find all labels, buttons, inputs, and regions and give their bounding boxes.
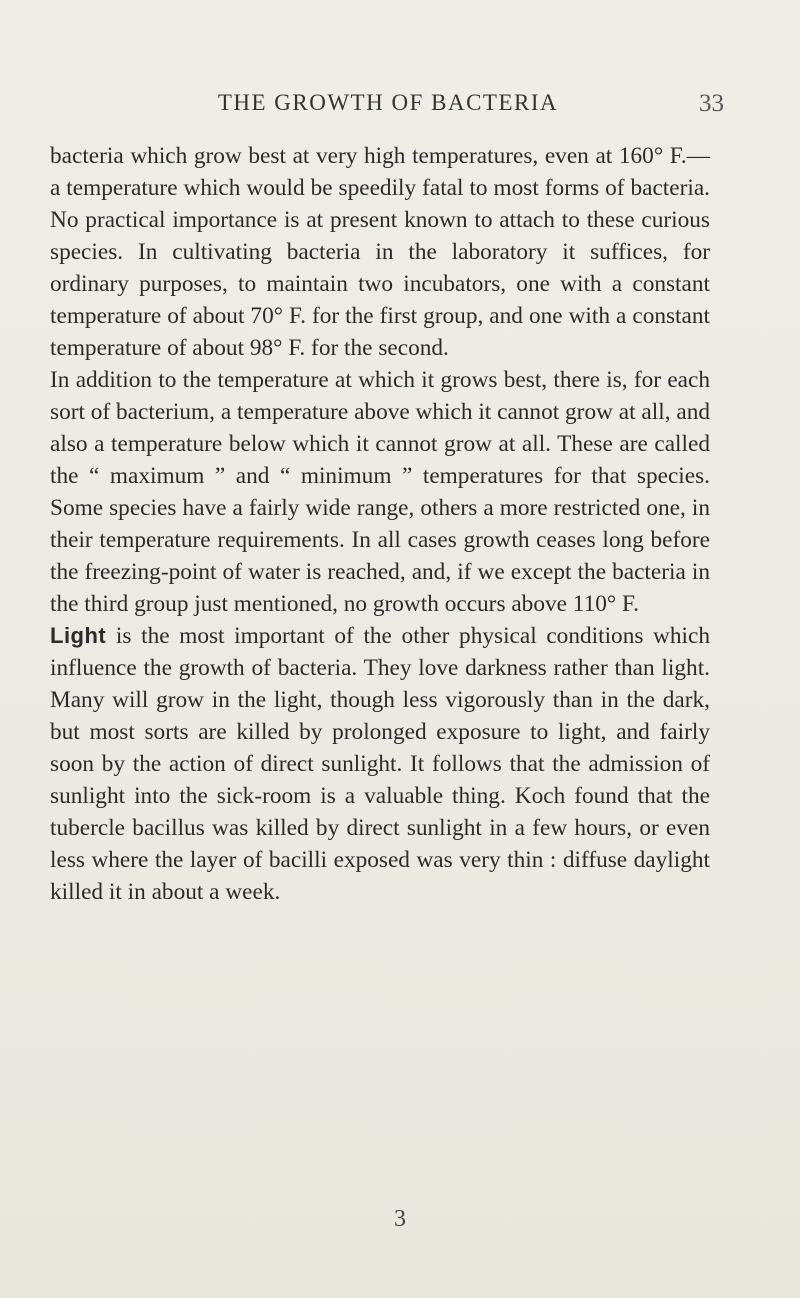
signature-mark: 3 [394, 1206, 406, 1232]
paragraph-max-min-temperatures: In addition to the temperature at which it grows best, there is, for each sort of bacterium, a temperature above which it cannot grow at all, and also a temperature below which it cannot grow at all. These are called the “ maximum ” and “ minimum ” temperatures for that species. Some species have a fairly wide range, others a more restricted one, in their temperature requirements. In all cases growth ceases long before the freezing-point of water is reached, and, if we except the bacteria in the third group just mentioned, no growth occurs above 110° F. [50, 367, 710, 617]
paragraph-light [50, 620, 710, 908]
running-title: THE GROWTH OF BACTERIA [217, 90, 559, 115]
running-head [58, 90, 724, 124]
paragraph-temperatures: bacteria which grow best at very high temperatures, even at 160° F.—a temperature which would be speedily fatal to most forms of bacteria. No practical importance is at present known to attach to these curious species. In cultivating bacteria in the laboratory it suffices, for ordinary purposes, to maintain two incubators, one with a constant temperature of about 70° F. for the first group, and one with a constant temperature of about 98° F. for the second. [50, 143, 710, 361]
paragraph-light-text: is the most important of the other physical conditions which influence the growth of bacteria. They love darkness rather than light. Many will grow in the light, though less vigorously than in the dark, but most sorts are killed by prolonged exposure to light, and fairly soon by the action of direct sunlight. It follows that the admission of sunlight into the sick-room is a valuable thing. Koch found that the tubercle bacillus was killed by direct sunlight in a few hours, or even less where the layer of bacilli exposed was very thin : diffuse daylight killed it in about a week. [50, 623, 710, 905]
page-number: 33 [699, 90, 724, 117]
body-text [50, 140, 710, 908]
run-in-heading-light: Light [50, 623, 107, 648]
